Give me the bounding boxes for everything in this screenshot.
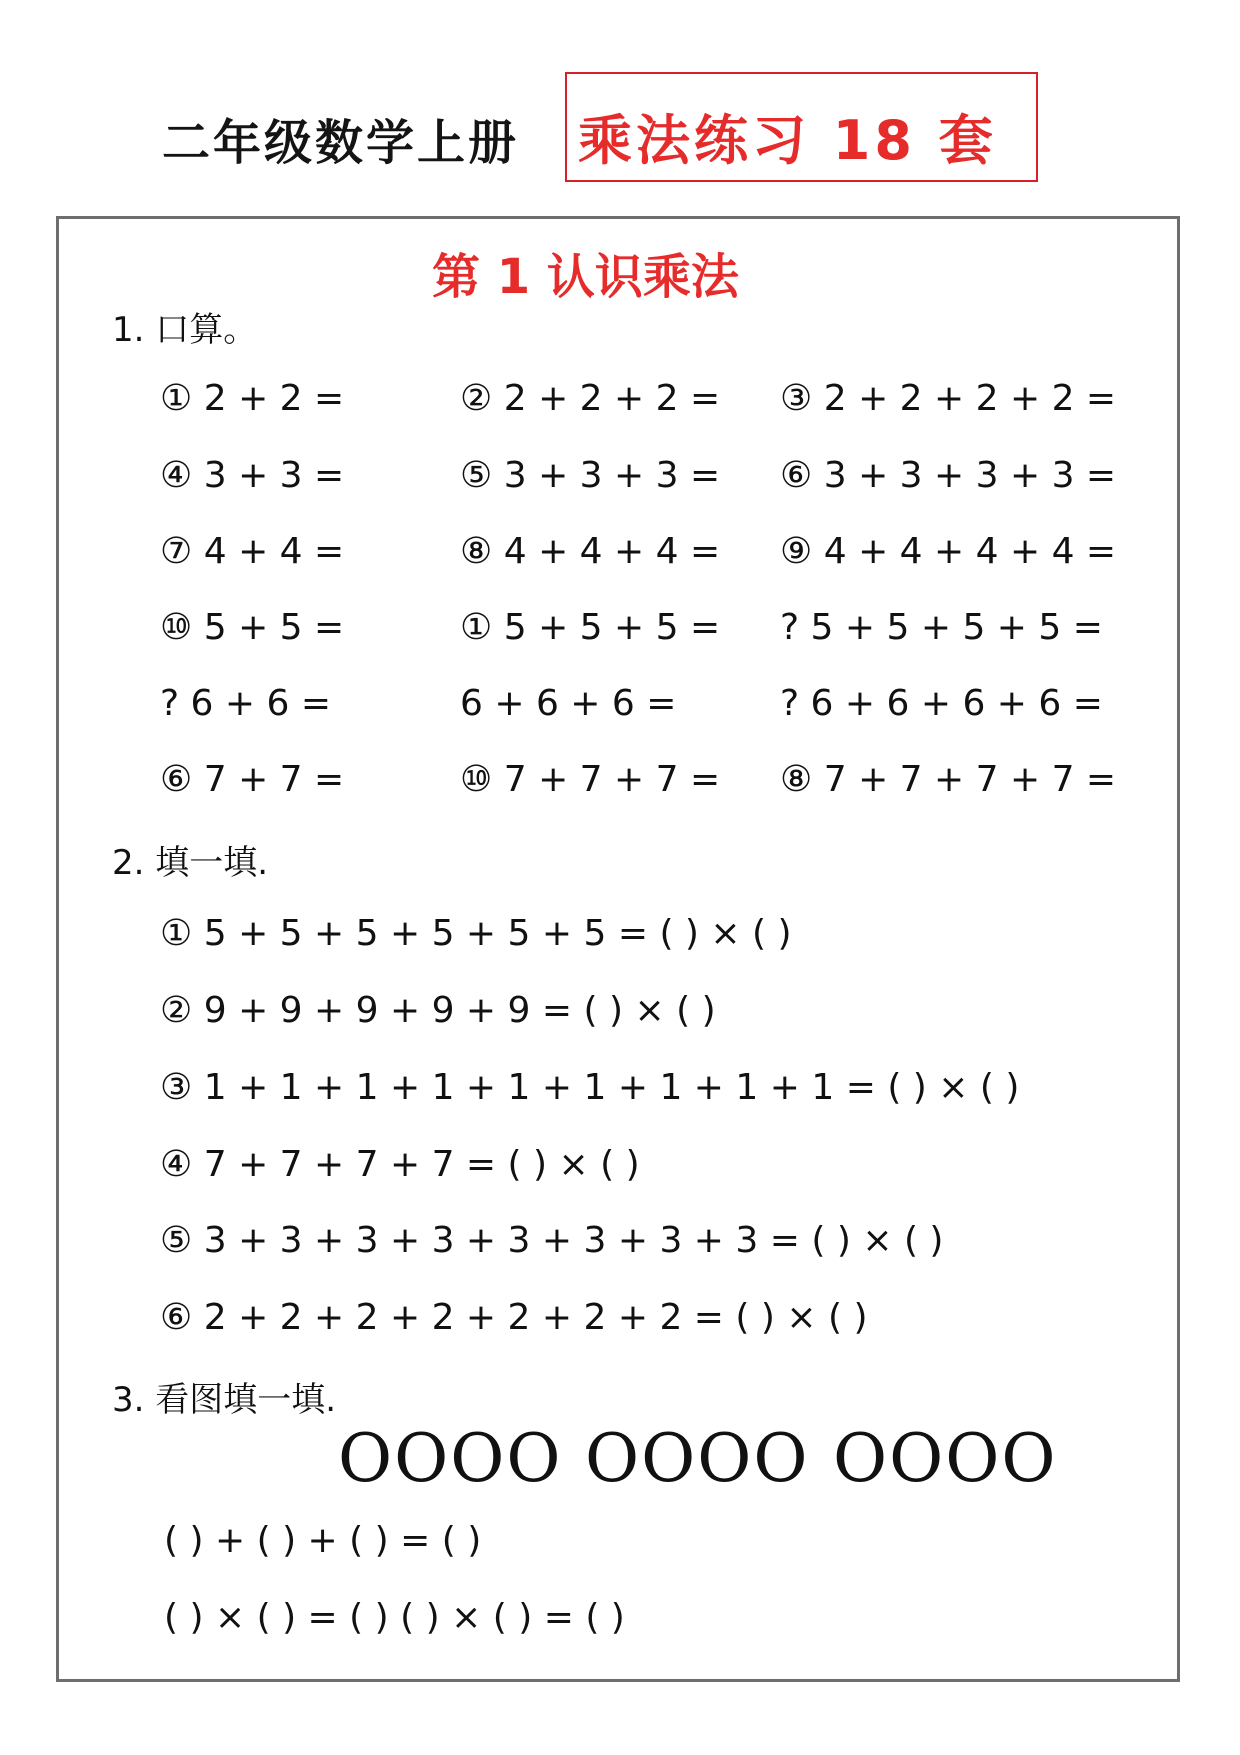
page-title: 二年级数学上册 <box>162 115 520 171</box>
oral-item: ⑩ 7 + 7 + 7 = <box>460 759 721 800</box>
oral-item: ⑨ 4 + 4 + 4 + 4 = <box>780 531 1117 572</box>
oral-item: ③ 2 + 2 + 2 + 2 = <box>780 378 1117 419</box>
oral-item: ⑥ 3 + 3 + 3 + 3 = <box>780 455 1117 496</box>
oral-item: ⑧ 7 + 7 + 7 + 7 = <box>780 759 1117 800</box>
section-3-heading: 3. 看图填一填. <box>112 1380 337 1420</box>
oral-item: ⑤ 3 + 3 + 3 = <box>460 455 721 496</box>
oral-item: 6 + 6 + 6 = <box>460 683 677 724</box>
oral-item: ⑧ 4 + 4 + 4 = <box>460 531 721 572</box>
oral-item: ⑥ 7 + 7 = <box>160 759 345 800</box>
circle-group: OOOO <box>833 1420 1058 1497</box>
title-badge: 乘法练习 18 套 <box>578 109 997 172</box>
oral-item: ① 2 + 2 = <box>160 378 345 419</box>
oral-item: ⑦ 4 + 4 = <box>160 531 345 572</box>
fill-item: ④ 7 + 7 + 7 + 7 = ( ) × ( ) <box>160 1144 640 1185</box>
oral-item: ① 5 + 5 + 5 = <box>460 607 721 648</box>
fill-item: ② 9 + 9 + 9 + 9 + 9 = ( ) × ( ) <box>160 990 716 1031</box>
fill-item: ③ 1 + 1 + 1 + 1 + 1 + 1 + 1 + 1 + 1 = ( ) × ( ) <box>160 1067 1020 1108</box>
lesson-title: 第 1 认识乘法 <box>432 249 739 305</box>
oral-item: ⑩ 5 + 5 = <box>160 607 345 648</box>
fill-item: ① 5 + 5 + 5 + 5 + 5 + 5 = ( ) × ( ) <box>160 913 792 954</box>
section-1-heading: 1. 口算。 <box>112 310 258 350</box>
addition-line: ( ) + ( ) + ( ) = ( ) <box>164 1520 482 1561</box>
fill-item: ⑥ 2 + 2 + 2 + 2 + 2 + 2 + 2 = ( ) × ( ) <box>160 1297 868 1338</box>
oral-item: ? 6 + 6 + 6 + 6 = <box>780 683 1103 724</box>
section-2-heading: 2. 填一填. <box>112 843 269 883</box>
fill-item: ⑤ 3 + 3 + 3 + 3 + 3 + 3 + 3 + 3 = ( ) × ( ) <box>160 1220 944 1261</box>
circle-group: OOOO <box>338 1420 563 1497</box>
oral-item: ? 5 + 5 + 5 + 5 = <box>780 607 1103 648</box>
oral-item: ② 2 + 2 + 2 = <box>460 378 721 419</box>
multiplication-line: ( ) × ( ) = ( ) ( ) × ( ) = ( ) <box>164 1597 625 1638</box>
oral-item: ④ 3 + 3 = <box>160 455 345 496</box>
oral-item: ? 6 + 6 = <box>160 683 332 724</box>
circle-group: OOOO <box>585 1420 810 1497</box>
